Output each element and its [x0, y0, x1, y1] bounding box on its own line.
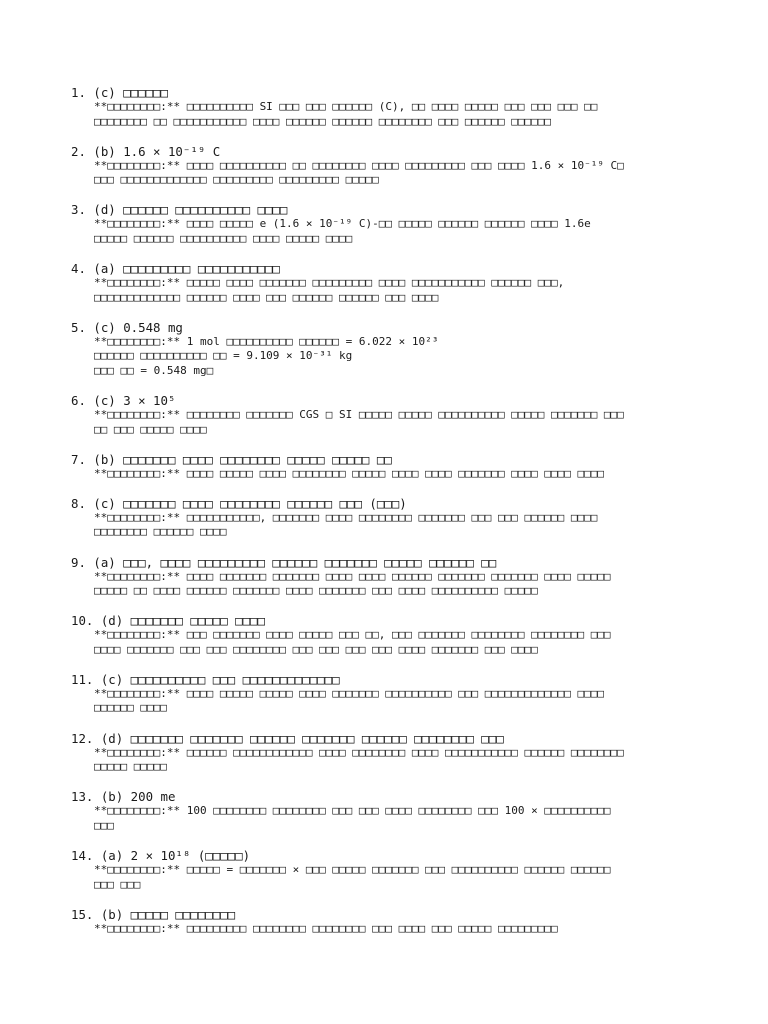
answer-choice: 13. (b) 200 me — [71, 789, 176, 805]
answer-choice: 4. (a) □□□□□□□□□ □□□□□□□□□□□ — [71, 261, 280, 277]
answer-choice: 12. (d) □□□□□□□ □□□□□□□ □□□□□□ □□□□□□□ □□□□□□ □□□□□□□□ □□□ — [71, 730, 504, 746]
answer-choice: 3. (d) □□□□□□ □□□□□□□□□□ □□□□ — [71, 202, 288, 218]
explanation-line: □□□ □□ = 0.548 mg□ — [94, 363, 214, 377]
answer-item — [71, 732, 701, 775]
answer-item — [71, 321, 701, 379]
explanation-line: **□□□□□□□□:** □□□□□□□□ □□□□□□□ CGS □ SI □□□□□ □□□□□ □□□□□□□□□□ □□□□□ □□□□□□□ □□□ — [94, 408, 624, 422]
explanation-line: **□□□□□□□□:** □□□□ □□□□□□□ □□□□□□□ □□□□ □□□□ □□□□□□ □□□□□□□ □□□□□□□ □□□□ □□□□□ — [94, 569, 611, 583]
answer-choice: 1. (c) □□□□□□ — [71, 85, 168, 100]
answer-choice: 7. (b) □□□□□□□ □□□□ □□□□□□□□ □□□□□ □□□□□ □□ — [71, 451, 392, 467]
answer-item — [71, 262, 701, 305]
answer-list — [71, 86, 701, 952]
explanation-line: □□□□□□ □□□□ — [94, 701, 167, 715]
explanation-line: □□□□□□ □□□□□□□□□□ □□ = 9.109 × 10⁻³¹ kg — [94, 349, 353, 363]
explanation-line: □□□□□ □□ □□□□ □□□□□□ □□□□□□□ □□□□ □□□□□□□ □□□ □□□□ □□□□□□□□□□ □□□□□ — [94, 584, 538, 598]
answer-choice: 15. (b) □□□□□ □□□□□□□□ — [71, 906, 236, 922]
answer-item — [71, 203, 701, 246]
answer-item — [71, 790, 701, 833]
answer-item — [71, 145, 701, 188]
explanation-line: **□□□□□□□□:** □□□□ □□□□□□□□□□ □□ □□□□□□□□ □□□□ □□□□□□□□□ □□□ □□□□ 1.6 × 10⁻¹⁹ C□ — [94, 158, 624, 172]
explanation-line: □□□ □□□□□□□□□□□□□ □□□□□□□□□ □□□□□□□□□ □□□□□ — [94, 173, 379, 187]
explanation-line: **□□□□□□□□:** □□□□□ □□□□ □□□□□□□ □□□□□□□□□ □□□□ □□□□□□□□□□□ □□□□□□ □□□, — [94, 276, 565, 290]
explanation-line: **□□□□□□□□:** 1 mol □□□□□□□□□□ □□□□□□ = 6.022 × 10²³ — [94, 334, 439, 348]
explanation-line: **□□□□□□□□:** □□□□□ = □□□□□□□ × □□□ □□□□□ □□□□□□□ □□□ □□□□□□□□□□ □□□□□□ □□□□□□ — [94, 862, 611, 876]
explanation-line: □□□□□ □□□□□□ □□□□□□□□□□ □□□□ □□□□□ □□□□ — [94, 231, 353, 245]
answer-choice: 2. (b) 1.6 × 10⁻¹⁹ C — [71, 143, 221, 159]
answer-choice: 14. (a) 2 × 10¹⁸ (□□□□□) — [71, 847, 251, 863]
answer-item — [71, 908, 701, 937]
explanation-line: **□□□□□□□□:** □□□□□□□□□□□, □□□□□□□ □□□□ □□□□□□□□ □□□□□□□ □□□ □□□ □□□□□□ □□□□ — [94, 510, 598, 524]
answer-choice: 8. (c) □□□□□□□ □□□□ □□□□□□□□ □□□□□□ □□□ (□□□) — [71, 495, 407, 511]
explanation-line: □□□□□□□□ □□ □□□□□□□□□□□ □□□□ □□□□□□ □□□□□□ □□□□□□□□ □□□ □□□□□□ □□□□□□ — [94, 114, 551, 128]
explanation-line: □□ □□□ □□□□□ □□□□ — [94, 422, 207, 436]
explanation-line: □□□□□□□□□□□□□ □□□□□□ □□□□ □□□ □□□□□□ □□□□□□ □□□ □□□□ — [94, 290, 439, 304]
answer-item — [71, 673, 701, 716]
explanation-line: **□□□□□□□□:** 100 □□□□□□□□ □□□□□□□□ □□□ □□□ □□□□ □□□□□□□□ □□□ 100 × □□□□□□□□□□ — [94, 804, 611, 818]
answer-item — [71, 86, 701, 129]
explanation-line: **□□□□□□□□:** □□□□ □□□□□ e (1.6 × 10⁻¹⁹ C)-□□ □□□□□ □□□□□□ □□□□□□ □□□□ 1.6e — [94, 217, 591, 231]
explanation-line: **□□□□□□□□:** □□□□□□□□□ □□□□□□□□ □□□□□□□□ □□□ □□□□ □□□ □□□□□ □□□□□□□□□ — [94, 921, 558, 935]
answer-item — [71, 497, 701, 540]
answer-choice: 10. (d) □□□□□□□ □□□□□ □□□□ — [71, 613, 265, 629]
explanation-line: **□□□□□□□□:** □□□□□□□□□□ SI □□□ □□□ □□□□□□ (C), □□ □□□□ □□□□□ □□□ □□□ □□□ □□ — [94, 100, 598, 113]
explanation-line: **□□□□□□□□:** □□□ □□□□□□□ □□□□ □□□□□ □□□ □□, □□□ □□□□□□□ □□□□□□□□ □□□□□□□□ □□□ — [94, 628, 611, 642]
explanation-line: □□□□□□□□ □□□□□□ □□□□ — [94, 525, 227, 539]
explanation-line: □□□□ □□□□□□□ □□□ □□□ □□□□□□□□ □□□ □□□ □□□ □□□ □□□□ □□□□□□□ □□□ □□□□ — [94, 642, 538, 656]
explanation-line: □□□□□ □□□□□ — [94, 760, 167, 774]
explanation-line: **□□□□□□□□:** □□□□□□ □□□□□□□□□□□□ □□□□ □□□□□□□□ □□□□ □□□□□□□□□□□ □□□□□□ □□□□□□□□ — [94, 745, 624, 759]
explanation-line: **□□□□□□□□:** □□□□ □□□□□ □□□□ □□□□□□□□ □□□□□ □□□□ □□□□ □□□□□□□ □□□□ □□□□ □□□□ — [94, 466, 604, 480]
explanation-line: □□□ □□□ — [94, 877, 141, 891]
answer-item — [71, 556, 701, 599]
answer-item — [71, 849, 701, 892]
answer-choice: 6. (c) 3 × 10⁵ — [71, 393, 176, 409]
explanation-line: **□□□□□□□□:** □□□□ □□□□□ □□□□□ □□□□ □□□□□□□ □□□□□□□□□□ □□□ □□□□□□□□□□□□□ □□□□ — [94, 686, 604, 700]
explanation-line: □□□ — [94, 818, 114, 832]
answer-choice: 11. (c) □□□□□□□□□□ □□□ □□□□□□□□□□□□□ — [71, 671, 340, 687]
answer-item — [71, 614, 701, 657]
answer-choice: 9. (a) □□□, □□□□ □□□□□□□□□ □□□□□□ □□□□□□□ □□□□□ □□□□□□ □□ — [71, 554, 497, 570]
answer-choice: 5. (c) 0.548 mg — [71, 319, 183, 335]
answer-item — [71, 394, 701, 437]
answer-item — [71, 453, 701, 482]
